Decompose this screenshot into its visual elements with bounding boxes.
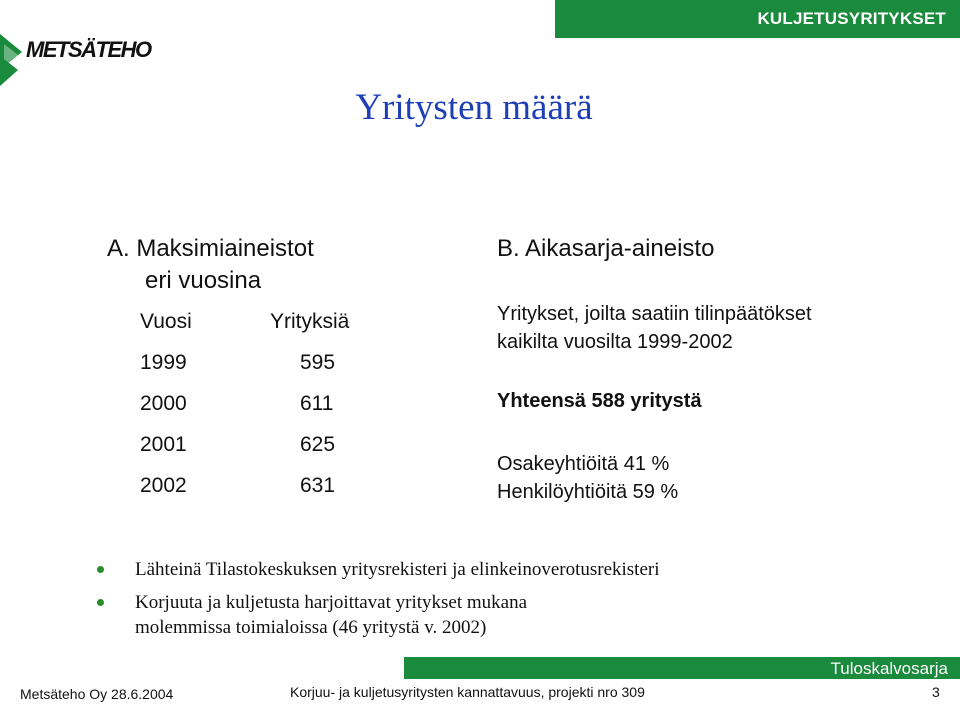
share-osakeyhtiot: Osakeyhtiöitä 41 % [497,453,670,475]
share-henkiloyhtiot: Henkilöyhtiöitä 59 % [497,481,679,503]
section-b-total: Yhteensä 588 yritystä [497,390,702,412]
year-cell: 1999 [140,351,187,374]
footer-project-title: Korjuu- ja kuljetusyritysten kannattavuus, projekti nro 309 [290,684,645,700]
section-b-description [497,300,812,356]
section-label: KULJETUSYRITYKSET [757,9,946,28]
section-a-heading [107,233,397,297]
section-b-heading: B. Aikasarja-aineisto [497,235,715,262]
logo [0,30,160,92]
footer-section-label: Tuloskalvosarja [830,659,948,678]
page-title: Yritysten määrä [355,87,593,128]
year-cell: 2002 [140,474,187,497]
count-cell: 631 [300,474,336,497]
col-count-header: Yrityksiä [270,310,350,333]
count-cell: 611 [300,392,334,415]
section-b-shares [497,450,678,506]
table-header-row [140,310,349,351]
list-item [95,557,915,582]
section-b-description-line1: Yritykset, joilta saatiin tilinpäätökset [497,303,812,325]
bullet-list [95,557,915,648]
col-year-header: Vuosi [140,310,192,333]
page-number: 3 [932,684,940,700]
bullet-icon [97,566,104,573]
years-table [140,310,349,515]
bullet-text: Lähteinä Tilastokeskuksen yritysrekisteri ja elinkeinoverotusrekisteri [135,559,660,580]
section-a-heading-line1: A. Maksimiaineistot [107,235,314,262]
bullet-text-line1: Korjuuta ja kuljetusta harjoittavat yritykset mukana [135,592,528,613]
table-row [140,433,349,474]
section-b-heading-wrap [497,233,927,265]
year-cell: 2000 [140,392,187,415]
header-bar [555,0,960,38]
bullet-icon [97,599,104,606]
bullet-text-line2: molemmissa toimialoissa (46 yritystä v. 2002) [135,617,487,638]
count-cell: 625 [300,433,336,456]
table-row [140,474,349,515]
logo-text: METSÄTEHO [26,37,151,62]
table-row [140,392,349,433]
year-cell: 2001 [140,433,187,456]
count-cell: 595 [300,351,336,374]
footer-bar [404,657,960,679]
section-a-heading-line2: eri vuosina [145,267,262,294]
footer-company-date: Metsäteho Oy 28.6.2004 [20,686,174,702]
section-b-description-line2: kaikilta vuosilta 1999-2002 [497,331,733,353]
list-item [95,590,915,640]
table-row [140,351,349,392]
